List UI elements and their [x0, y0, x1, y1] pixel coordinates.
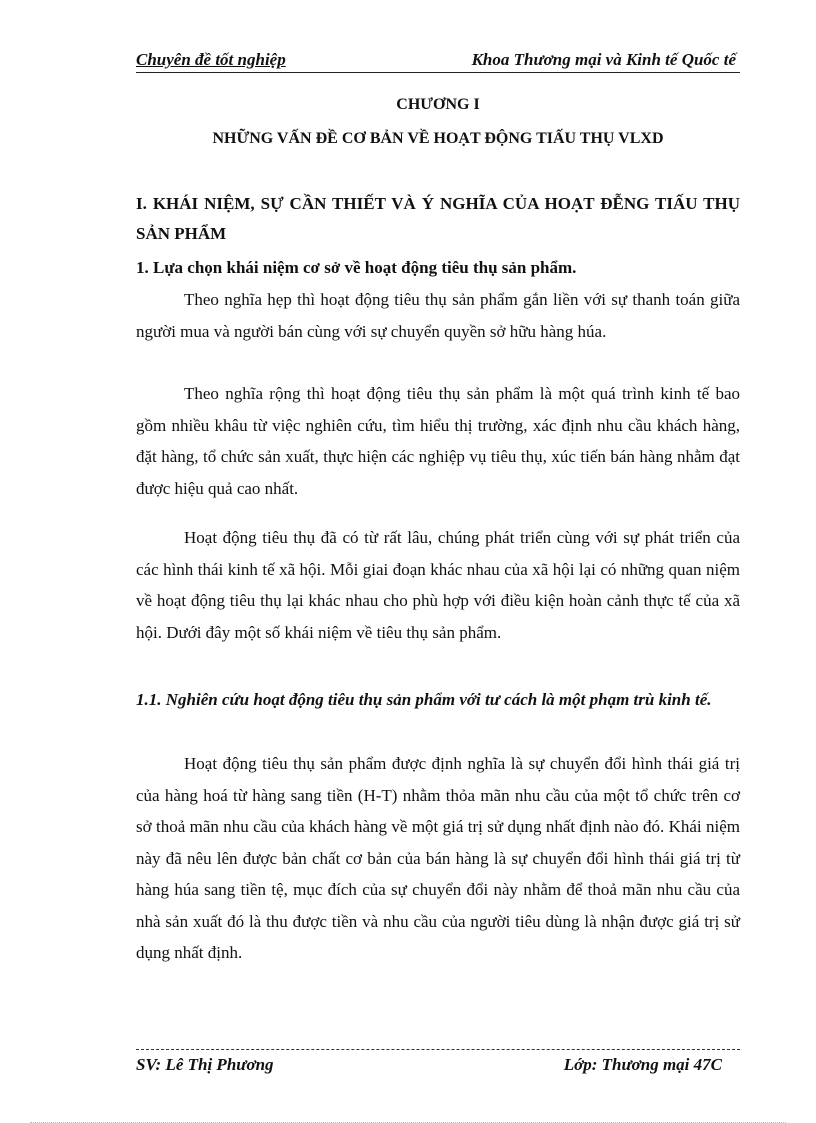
paragraph-2: Theo nghĩa rộng thì hoạt động tiêu thụ sản phẩm là một quá trình kinh tế bao gồm nhiều khâu từ việc nghiên cứu, tìm hiểu thị trường, xác định nhu cầu khách hàng, đặt hàng, tổ chức sản xuất, thực hiện các nghiệp vụ tiêu thụ, xúc tiến bán hàng nhằm đạt được hiệu quả cao nhất.: [136, 384, 740, 498]
header-right-text: Khoa Thương mại và Kinh tế Quốc tế: [471, 50, 736, 69]
chapter-title: NHỮNG VẤN ĐỀ CƠ BẢN VỀ HOẠT ĐỘNG TIẤU THỤ VLXD: [212, 130, 664, 147]
section-heading: I. KHÁI NIỆM, SỰ CẦN THIẾT VÀ Ý NGHĨA CỦA HOẠT ĐỄNG TIẤU THỤ SẢN PHẨM: [136, 194, 740, 243]
footer-divider: [136, 1049, 740, 1050]
subsection-1-1-heading: 1.1. Nghiên cứu hoạt động tiêu thụ sản phẩm với tư cách là một phạm trù kinh tế.: [136, 690, 712, 709]
paragraph-3: Hoạt động tiêu thụ đã có từ rất lâu, chúng phát triển cùng với sự phát triển của các hình thái kinh tế xã hội. Mỗi giai đoạn khác nhau của xã hội lại có những quan niệm về hoạt động tiêu thụ lại khác nhau cho phù hợp với điều kiện hoàn cảnh thực tế của xã hội. Dưới đây một số khái niệm về tiêu thụ sản phẩm.: [136, 528, 740, 642]
header-left-text: Chuyên đề tốt nghiệp: [136, 50, 286, 69]
page-header: [136, 48, 740, 73]
page-footer: [136, 1055, 740, 1079]
paragraph-1: Theo nghĩa hẹp thì hoạt động tiêu thụ sản phẩm gắn liền với sự thanh toán giữa người mua và người bán cùng với sự chuyển quyền sở hữu hàng húa.: [136, 290, 740, 341]
paragraph-4: Hoạt động tiêu thụ sản phẩm được định nghĩa là sự chuyển đổi hình thái giá trị của hàng hoá từ hàng sang tiền (H-T) nhằm thỏa mãn nhu cầu của một tổ chức trên cơ sở thoả mãn nhu cầu của khách hàng về một giá trị sử dụng nhất định nào đó. Khái niệm này đã nêu lên được bản chất cơ bản của bán hàng là sự chuyển đổi hình thái giá trị từ hàng húa sang tiền tệ, mục đích của sự chuyển đổi này nhằm để thoả mãn nhu cầu của nhà sản xuất đó là thu được tiền và nhu cầu của người tiêu dùng là nhận được giá trị sử dụng nhất định.: [136, 754, 740, 962]
subsection-heading: 1. Lựa chọn khái niệm cơ sở về hoạt động tiêu thụ sản phẩm.: [136, 258, 577, 277]
footer-class: Lớp: Thương mại 47C: [563, 1055, 722, 1074]
chapter-label: CHƯƠNG I: [396, 96, 480, 113]
footer-student: SV: Lê Thị Phương: [136, 1055, 274, 1074]
